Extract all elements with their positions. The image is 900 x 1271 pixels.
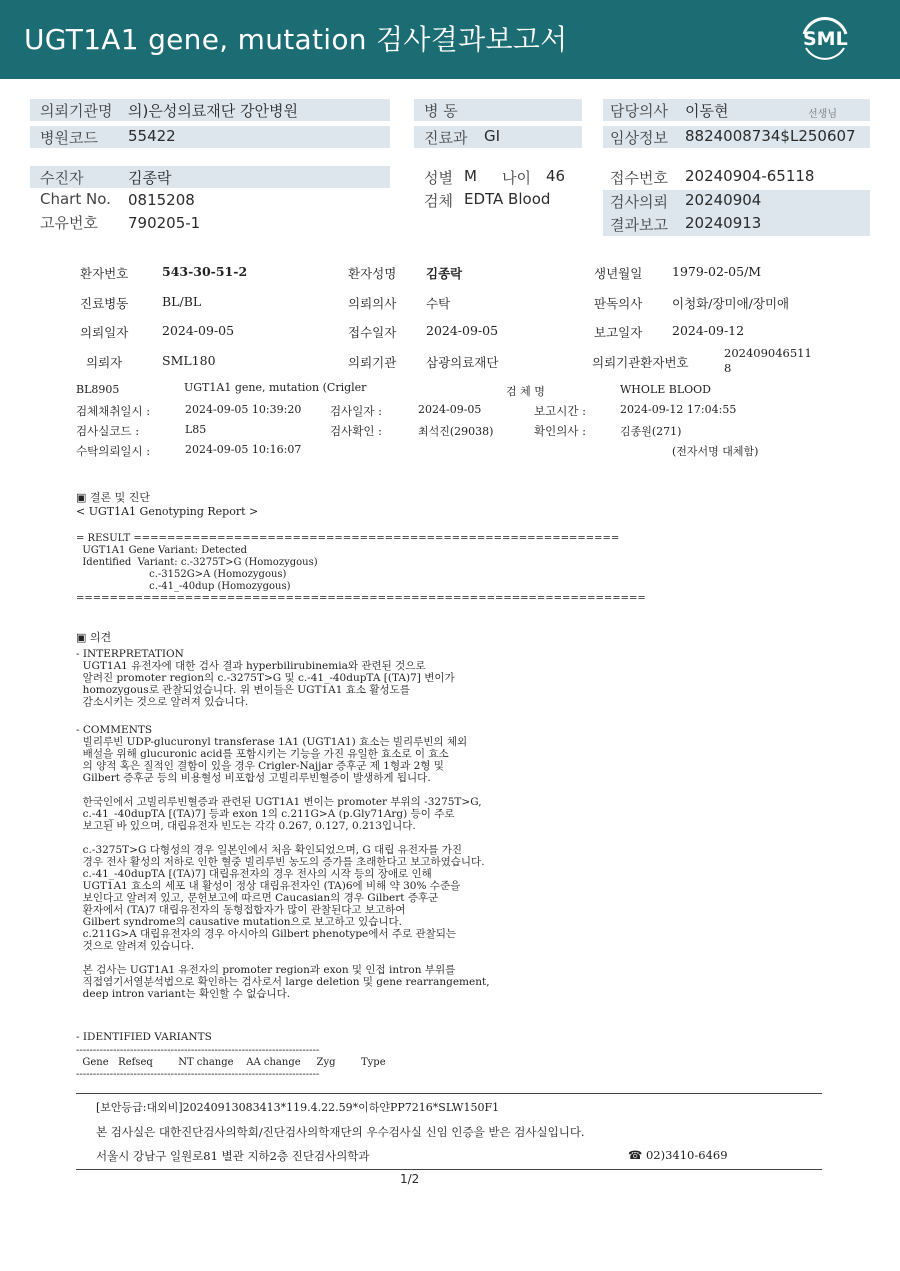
dept-value: GI: [484, 127, 501, 145]
test-date-label: 검사일자 :: [330, 404, 382, 418]
patient-value: 김종락: [128, 169, 172, 187]
variant-table: ------------------------------------------------------------------------ Gene Refseq NT change AA change Zyg Type ------------------------------------------------------------------------: [76, 1045, 386, 1080]
specimen-value: EDTA Blood: [464, 190, 551, 208]
phone: ☎ 02)3410-6469: [628, 1148, 728, 1162]
r4-value3a: 202409046511: [724, 346, 812, 360]
contract-label: 수탁의뢰일시 :: [76, 444, 151, 458]
page-number: 1/2: [400, 1172, 420, 1186]
interpretation-block: - INTERPRETATION UGT1A1 유전자에 대한 검사 결과 hyperbilirubinemia와 관련된 것으로 알려진 promoter region의 c.-3275T>G 및 c.-41_-40dupTA [(TA)7] 변이가 homozygous로 관찰되었습니다. 위 변이들은 UGT1A1 효소 활성도를 감소시키는 것으로 알려져 있습니다.: [76, 648, 455, 708]
report-value: 20240913: [685, 214, 762, 232]
report-time-value: 2024-09-12 17:04:55: [620, 403, 737, 416]
specimen-label: 검체: [424, 192, 453, 210]
identified-heading: - IDENTIFIED VARIANTS: [76, 1031, 212, 1043]
chart-value: 0815208: [128, 191, 195, 209]
logo-text: SML: [803, 28, 848, 50]
test-date-value: 2024-09-05: [418, 403, 482, 416]
esign-note: (전자서명 대체함): [672, 445, 759, 458]
clinical-value: 8824008734$L250607: [685, 127, 856, 145]
r2-label3: 판독의사: [594, 296, 643, 311]
report-time-label: 보고시간 :: [534, 404, 586, 418]
test-name: UGT1A1 gene, mutation (Crigler: [184, 381, 367, 394]
confirm-doc-value: 김종원(271): [620, 425, 682, 438]
r3-value2: 2024-09-05: [426, 323, 499, 338]
contract-value: 2024-09-05 10:16:07: [185, 443, 302, 456]
r1-label2: 환자성명: [348, 266, 397, 281]
request-value: 20240904: [685, 191, 762, 209]
r4-value1: SML180: [162, 353, 216, 368]
report-label: 결과보고: [610, 216, 668, 234]
r4-label2: 의뢰기관: [348, 355, 397, 370]
inst-label: 의뢰기관명: [40, 102, 113, 120]
address: 서울시 강남구 일원로81 별관 지하2층 진단검사의학과: [96, 1149, 370, 1163]
patient-label: 수진자: [40, 169, 84, 187]
r2-value1: BL/BL: [162, 294, 202, 309]
footer-rule-top: [76, 1093, 822, 1094]
r2-label2: 의뢰의사: [348, 296, 397, 311]
r1-value3: 1979-02-05/M: [672, 264, 762, 279]
confirm-value: 최석진(29038): [418, 425, 494, 438]
doctor-label: 담당의사: [610, 102, 668, 120]
test-code: BL8905: [76, 383, 120, 396]
inst-value: 의)은성의료재단 강안병원: [128, 102, 299, 120]
conclusion-heading: ▣ 결론 및 진단: [76, 491, 151, 504]
r4-value3b: 8: [724, 361, 732, 375]
r1-value2: 김종락: [426, 266, 463, 281]
report-title: UGT1A1 gene, mutation 검사결과보고서: [24, 23, 568, 56]
opinion-heading: ▣ 의견: [76, 631, 112, 644]
r2-value3: 이청화/장미애/장미애: [672, 296, 790, 311]
lab-code-label: 검사실코드 :: [76, 424, 140, 438]
r4-label3: 의뢰기관환자번호: [592, 355, 689, 370]
confirm-label: 검사확인 :: [330, 424, 382, 438]
genotyping-title: < UGT1A1 Genotyping Report >: [76, 505, 259, 518]
lab-code-value: L85: [185, 423, 207, 436]
ward-label: 병 동: [424, 102, 458, 120]
header-bar: [0, 0, 900, 79]
sex-label: 성별: [424, 169, 453, 187]
footer-rule-bottom: [76, 1169, 822, 1170]
patient-box: [30, 166, 390, 188]
receipt-label: 접수번호: [610, 169, 668, 187]
confirm-doc-label: 확인의사 :: [534, 424, 586, 438]
r3-label3: 보고일자: [594, 325, 643, 340]
collect-label: 검체채취일시 :: [76, 404, 151, 418]
clinical-label: 임상정보: [610, 129, 668, 147]
r4-value2: 삼광의료재단: [426, 355, 499, 370]
security-line: [보안등급:대외비]20240913083413*119.4.22.59*이하얀PP7216*SLW150F1: [96, 1101, 500, 1114]
uid-value: 790205-1: [128, 214, 201, 232]
specimen-name-label: 검 체 명: [506, 385, 545, 398]
specimen-name-value: WHOLE BLOOD: [620, 383, 711, 396]
result-block: = RESULT ========================================================== UGT1A1 Gene Variant: Detected Identified Variant: c.-3275T>G (Homozygous) c.-3152G>A (Homozygous) c.-41_-40dup (Homozygous) ====================================================================: [76, 533, 646, 604]
hosp-code-value: 55422: [128, 127, 176, 145]
certification: 본 검사실은 대한진단검사의학회/진단검사의학재단의 우수검사실 신임 인증을 받은 검사실입니다.: [96, 1125, 585, 1139]
r1-label1: 환자번호: [80, 266, 129, 281]
doctor-suffix: 선생님: [808, 109, 837, 120]
receipt-value: 20240904-65118: [685, 167, 815, 185]
r1-value1: 543-30-51-2: [162, 264, 248, 279]
comments-block: - COMMENTS 빌리루빈 UDP-glucuronyl transferase 1A1 (UGT1A1) 효소는 빌리루빈의 체외 배설을 위해 glucuronic acid를 포함시키는 기능을 가진 유일한 효소로 이 효소 의 양적 혹은 질적인 결함이 있을 경우 Crigler-Najjar 증후군 제 1형과 2형 및 Gilbert 증후군 등의 비용혈성 비포합성 고빌리루빈혈증이 발생하게 됩니다. 한국인에서 고빌리루빈혈증과 관련된 UGT1A1 변이는 promoter 부위의 -3275T>G, c.-41_-40dupTA [(TA)7] 등과 exon 1의 c.211G>A (p.Gly71Arg) 등이 주로 보고된 바 있으며, 대립유전자 빈도는 각각 0.267, 0.127, 0.213입니다. c.-3275T>G 다형성의 경우 일본인에서 처음 확인되었으며, G 대립 유전자를 가진 경우 전사 활성의 저하로 인한 혈중 빌리루빈 농도의 증가를 초래한다고 보고하였습니다. c.-41_-40dupTA [(TA)7] 대립유전자의 경우 전사의 시작 등의 장애로 인해 UGT1A1 효소의 세포 내 활성이 정상 대립유전자인 (TA)6에 비해 약 30% 수준을 보인다고 알려져 있고, 문헌보고에 따르면 Caucasian의 경우 Gilbert 증후군 환자에서 (TA)7 대립유전자의 동형접합자가 많이 관찰된다고 보고하여 Gilbert syndrome의 causative mutation으로 보고하고 있습니다. c.211G>A 대립유전자의 경우 아시아의 Gilbert phenotype에서 주로 관찰되는 것으로 알려져 있습니다. 본 검사는 UGT1A1 유전자의 promoter region과 exon 및 인접 intron 부위를 직접염기서열분석법으로 확인하는 검사로서 large deletion 및 gene rearrangement, deep intron variant는 확인할 수 없습니다.: [76, 724, 490, 1000]
age-label: 나이: [502, 169, 531, 187]
r3-label2: 접수일자: [348, 325, 397, 340]
r3-label1: 의뢰일자: [80, 325, 129, 340]
r2-value2: 수탁: [426, 296, 451, 311]
collect-value: 2024-09-05 10:39:20: [185, 403, 302, 416]
uid-label: 고유번호: [40, 214, 98, 232]
dept-label: 진료과: [424, 129, 468, 147]
chart-label: Chart No.: [40, 190, 111, 208]
request-label: 검사의뢰: [610, 193, 668, 211]
age-value: 46: [546, 167, 566, 185]
r3-value3: 2024-09-12: [672, 323, 745, 338]
doctor-value: 이동현: [685, 102, 729, 120]
sex-value: M: [464, 167, 477, 185]
r2-label1: 진료병동: [80, 296, 129, 311]
hosp-code-label: 병원코드: [40, 129, 98, 147]
r1-label3: 생년월일: [594, 266, 643, 281]
r3-value1: 2024-09-05: [162, 323, 235, 338]
r4-label1: 의뢰자: [86, 355, 123, 370]
